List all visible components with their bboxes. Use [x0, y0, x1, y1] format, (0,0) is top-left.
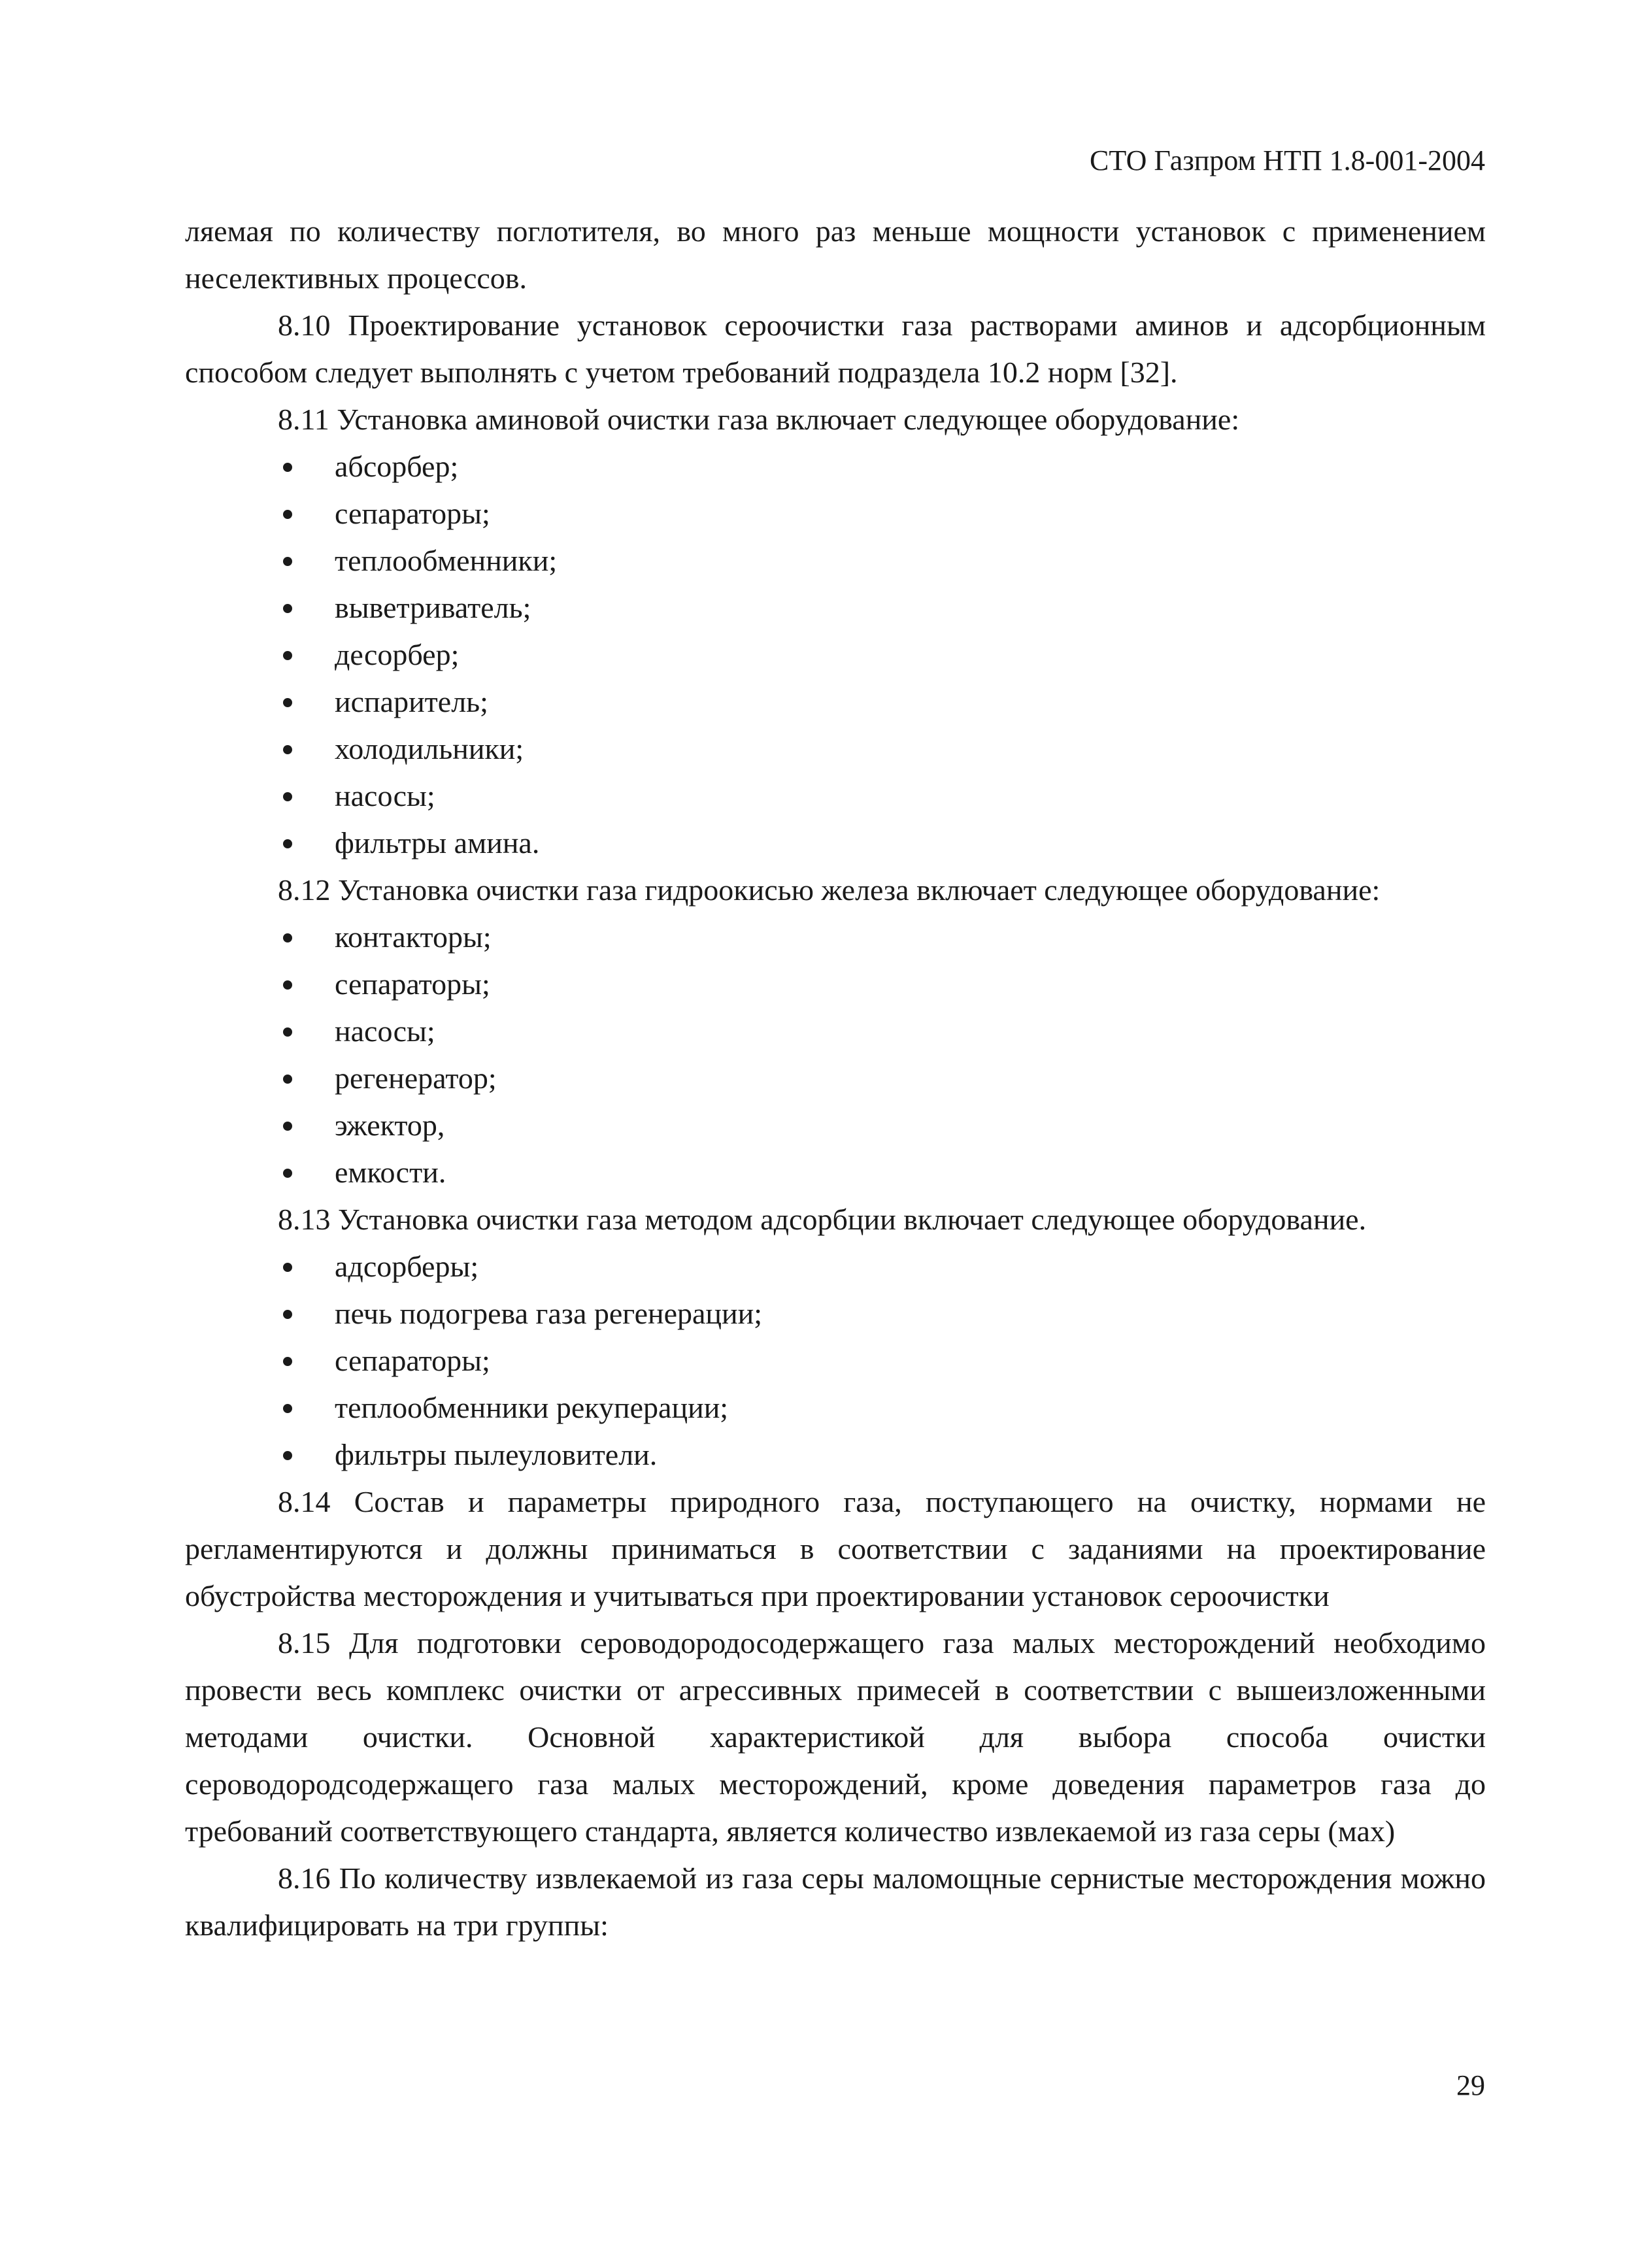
list-item: фильтры амина. — [185, 820, 1486, 867]
list-item: десорбер; — [185, 631, 1486, 678]
list-8-13-equipment — [185, 1243, 1486, 1478]
paragraph-continuation: ляемая по количеству поглотителя, во много раз меньше мощности установок с применением неселективных процессов. — [185, 214, 1486, 295]
list-8-11-equipment — [185, 443, 1486, 867]
paragraph-8-14: 8.14 Состав и параметры природного газа, поступающего на очистку, нормами не регламентируются и должны приниматься в соответствии с заданиями на проектирование обустройства месторождения и учитываться при проектировании установок сероочистки — [185, 1485, 1486, 1612]
bullet-icon — [283, 1122, 292, 1131]
list-item: выветриватель; — [185, 584, 1486, 631]
list-item: печь подогрева газа регенерации; — [185, 1290, 1486, 1337]
paragraph-8-15: 8.15 Для подготовки сероводородосодержащего газа малых месторождений необходимо провести весь комплекс очистки от агрессивных примесей в соответствии с вышеизложенными методами очистки. Основной характеристикой для выбора способа очистки сероводородсодержащего газа малых месторождений, кроме доведения параметров газа до требований соответствующего стандарта, является количество извлекаемой из газа серы (мах) — [185, 1626, 1486, 1848]
bullet-icon — [283, 745, 292, 754]
paragraph-8-12-heading: 8.12 Установка очистки газа гидроокисью железа включает следующее оборудование: — [278, 873, 1381, 907]
list-item: холодильники; — [185, 725, 1486, 773]
bullet-icon — [283, 651, 292, 660]
bullet-icon — [283, 792, 292, 801]
page-content — [185, 208, 1486, 1949]
list-item: эжектор, — [185, 1102, 1486, 1149]
list-item: теплообменники рекуперации; — [185, 1384, 1486, 1431]
bullet-icon — [283, 463, 292, 472]
bullet-icon — [283, 698, 292, 707]
paragraph-8-10: 8.10 Проектирование установок сероочистки газа растворами аминов и адсорбционным способом следует выполнять с учетом требований подраздела 10.2 норм [32]. — [185, 309, 1486, 389]
list-item: емкости. — [185, 1149, 1486, 1196]
bullet-icon — [283, 1357, 292, 1366]
bullet-icon — [283, 510, 292, 519]
page-number: 29 — [1456, 2069, 1485, 2101]
list-item: контакторы; — [185, 914, 1486, 961]
bullet-icon — [283, 1451, 292, 1460]
paragraph-8-16: 8.16 По количеству извлекаемой из газа серы маломощные сернистые месторождения можно квалифицировать на три группы: — [185, 1861, 1486, 1942]
list-item: сепараторы; — [185, 1337, 1486, 1384]
bullet-icon — [283, 1310, 292, 1319]
list-item: абсорбер; — [185, 443, 1486, 490]
list-item: насосы; — [185, 773, 1486, 820]
bullet-icon — [283, 933, 292, 942]
bullet-icon — [283, 1263, 292, 1272]
list-item: регенератор; — [185, 1055, 1486, 1102]
list-item: адсорберы; — [185, 1243, 1486, 1290]
bullet-icon — [283, 557, 292, 566]
bullet-icon — [283, 1075, 292, 1084]
list-item: теплообменники; — [185, 537, 1486, 584]
list-item: испаритель; — [185, 678, 1486, 725]
document-code-header: СТО Газпром НТП 1.8-001-2004 — [1090, 144, 1485, 176]
bullet-icon — [283, 1404, 292, 1413]
bullet-icon — [283, 604, 292, 613]
paragraph-8-11-heading: 8.11 Установка аминовой очистки газа включает следующее оборудование: — [278, 403, 1240, 436]
list-item: насосы; — [185, 1008, 1486, 1055]
bullet-icon — [283, 1169, 292, 1178]
bullet-icon — [283, 1027, 292, 1037]
bullet-icon — [283, 980, 292, 990]
list-item: фильтры пылеуловители. — [185, 1431, 1486, 1478]
bullet-icon — [283, 839, 292, 848]
list-item: сепараторы; — [185, 490, 1486, 537]
paragraph-8-13-heading: 8.13 Установка очистки газа методом адсорбции включает следующее оборудование. — [278, 1203, 1367, 1236]
list-8-12-equipment — [185, 914, 1486, 1196]
list-item: сепараторы; — [185, 961, 1486, 1008]
